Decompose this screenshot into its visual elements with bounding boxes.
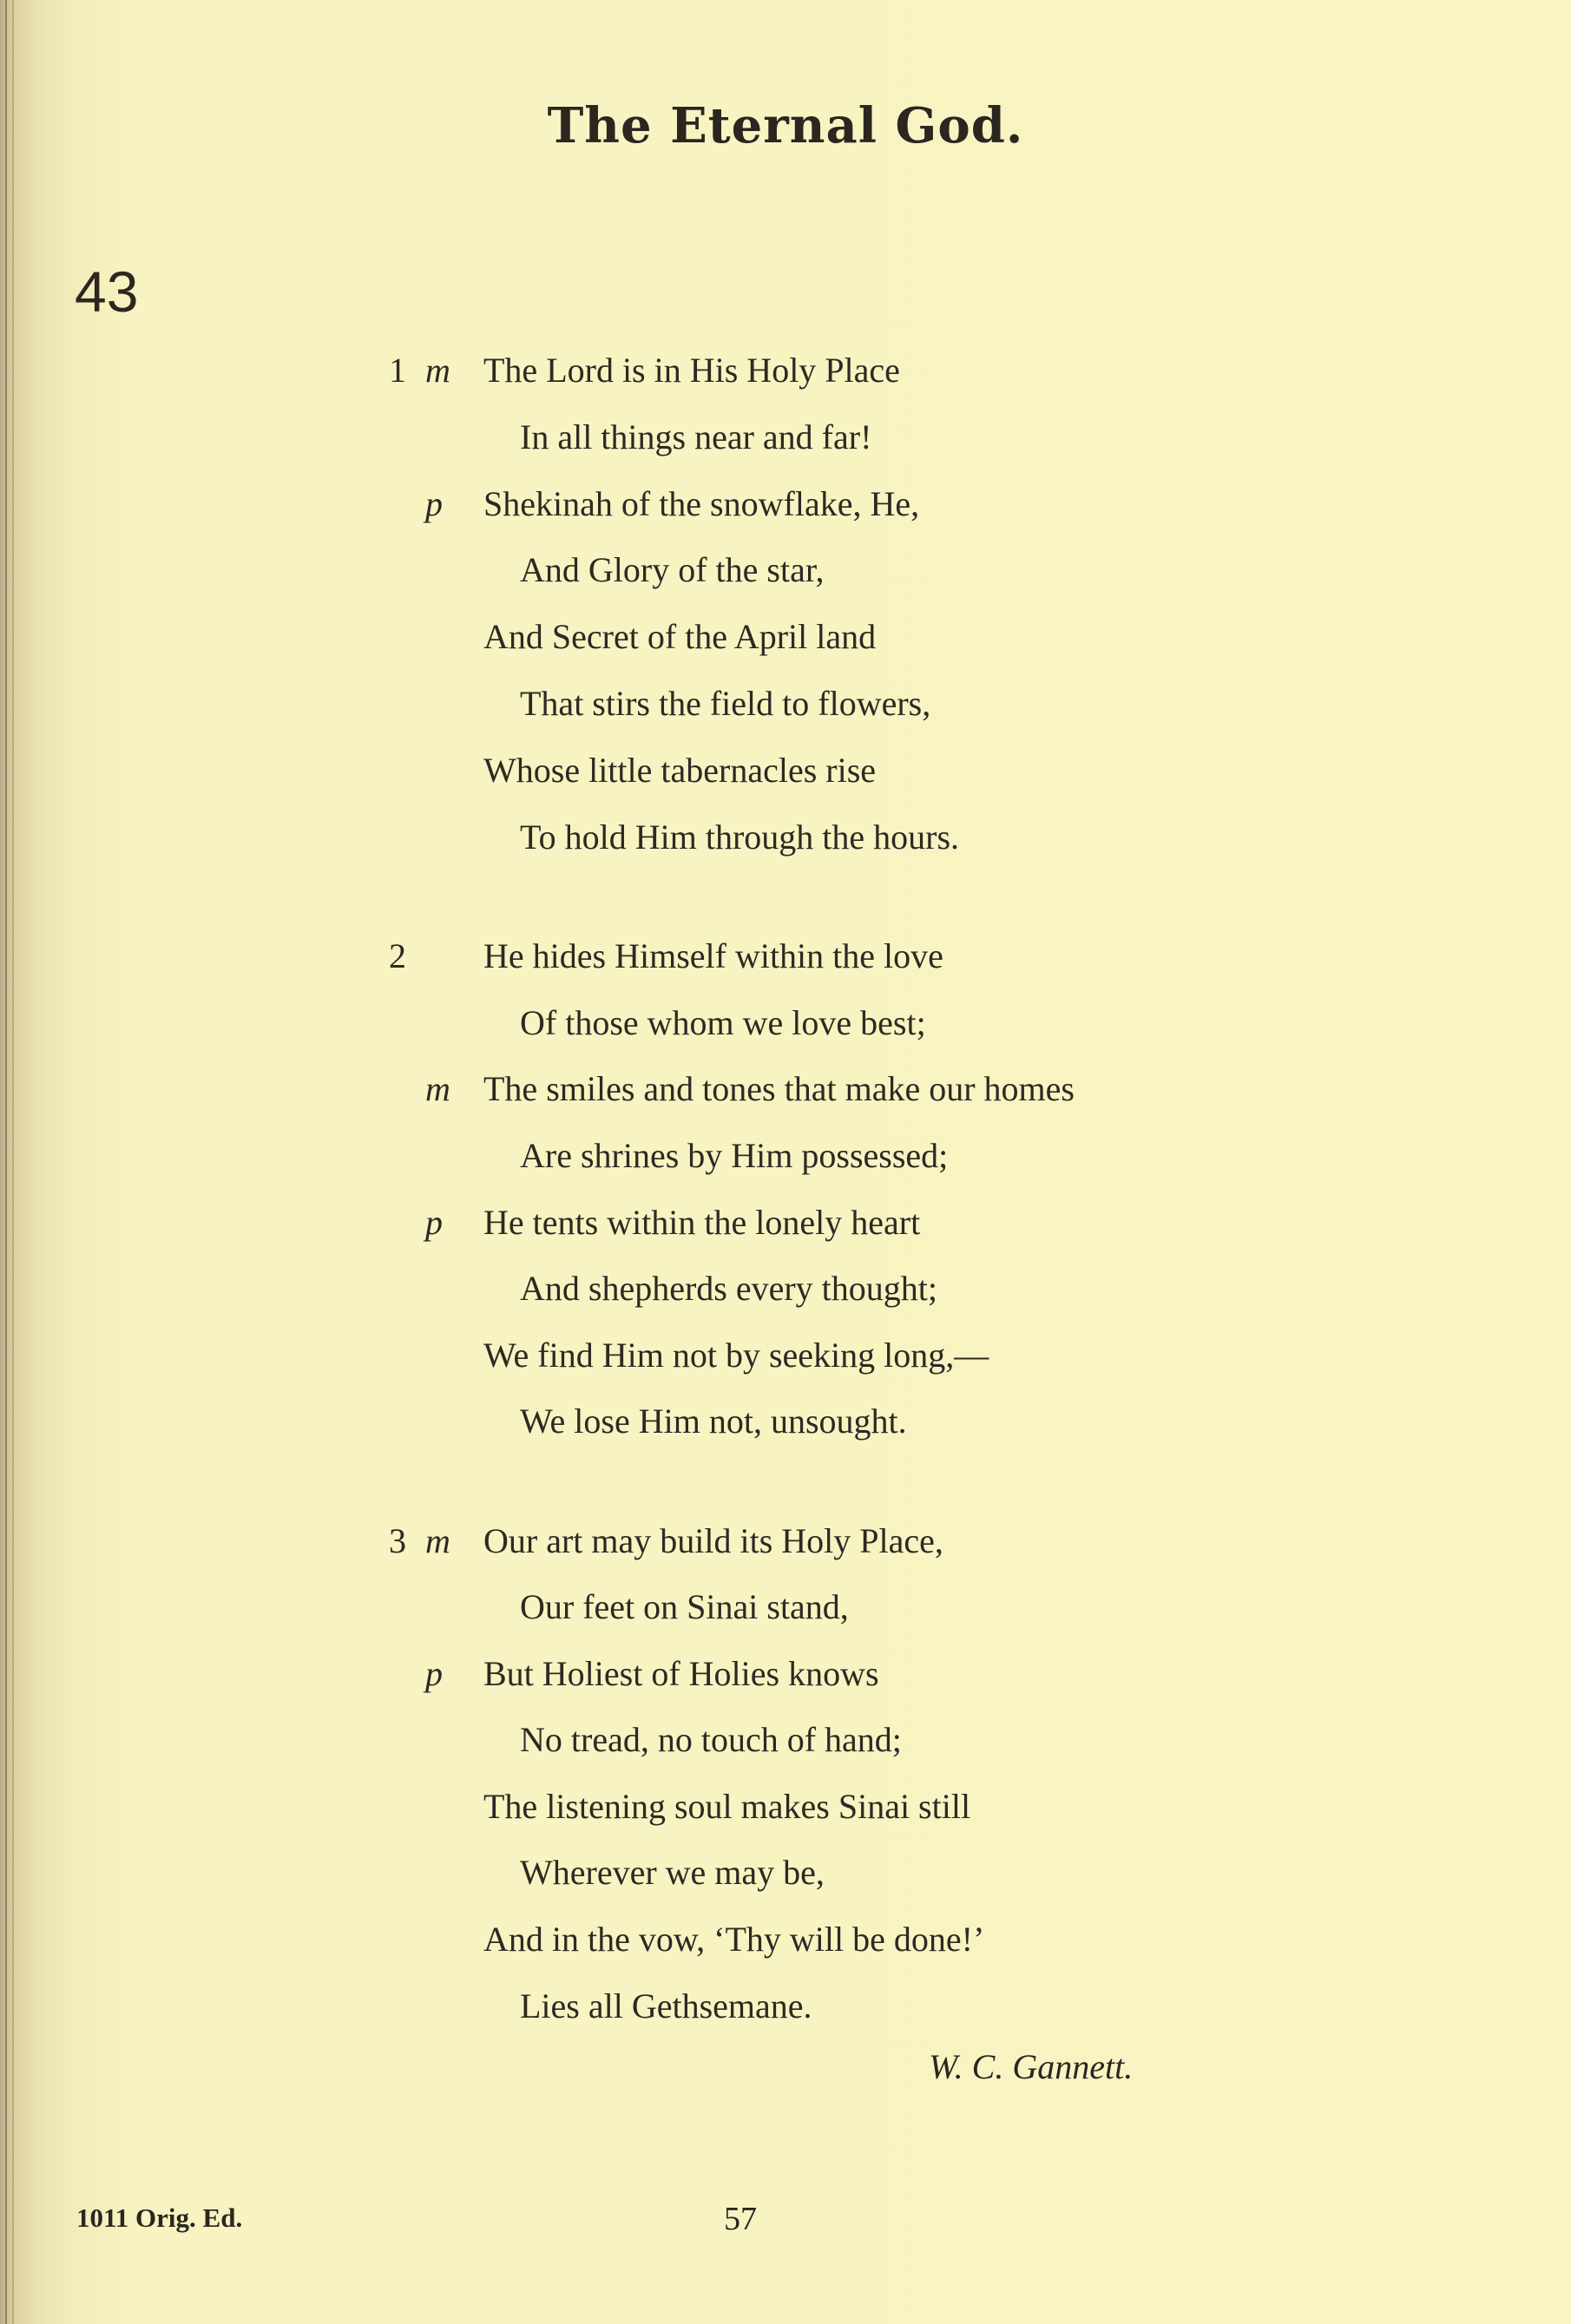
- verse-line: Our feet on Sinai stand,: [520, 1587, 849, 1626]
- verse-line: The listening soul makes Sinai still: [483, 1787, 971, 1826]
- stanza-number: 2: [389, 936, 406, 975]
- verse-line: And Glory of the star,: [520, 550, 825, 589]
- hymn-number: 43: [75, 259, 139, 324]
- verse-line: The Lord is in His Holy Place: [483, 351, 900, 390]
- dynamic-mark: p: [425, 1203, 443, 1242]
- verse-line: We find Him not by seeking long,—: [483, 1336, 989, 1375]
- verse-line: To hold Him through the hours.: [520, 817, 960, 857]
- verse-line: And shepherds every thought;: [520, 1269, 938, 1308]
- verse-line: The smiles and tones that make our homes: [483, 1069, 1075, 1108]
- verse-line: He tents within the lonely heart: [483, 1203, 921, 1242]
- page-number: 57: [724, 2201, 757, 2237]
- edition-note: 1011 Orig. Ed.: [76, 2203, 243, 2233]
- verse-line: That stirs the field to flowers,: [520, 684, 931, 723]
- verse-line: Are shrines by Him possessed;: [520, 1136, 949, 1175]
- dynamic-mark: p: [425, 484, 443, 523]
- author-attribution: W. C. Gannett.: [929, 2047, 1134, 2086]
- binding-edge: [5, 0, 7, 2324]
- verse-line: But Holiest of Holies knows: [483, 1654, 879, 1693]
- verse-line: Whose little tabernacles rise: [483, 751, 877, 790]
- stanza-number: 1: [389, 351, 406, 390]
- page-title: The Eternal God.: [547, 97, 1024, 154]
- verse-line: We lose Him not, unsought.: [520, 1402, 907, 1441]
- verse-line: Our art may build its Holy Place,: [483, 1521, 943, 1560]
- verse-line: And Secret of the April land: [483, 617, 877, 656]
- dynamic-mark: p: [425, 1654, 443, 1693]
- verse-line: In all things near and far!: [520, 417, 872, 456]
- dynamic-mark: m: [425, 1521, 450, 1560]
- verse-line: Wherever we may be,: [520, 1853, 825, 1892]
- verse-line: Lies all Gethsemane.: [520, 1986, 812, 2025]
- binding-edge-inner: [12, 0, 14, 2324]
- dynamic-mark: m: [425, 351, 450, 390]
- verse-line: Of those whom we love best;: [520, 1003, 926, 1042]
- dynamic-mark: m: [425, 1069, 450, 1108]
- verse-line: Shekinah of the snowflake, He,: [483, 484, 920, 523]
- stanza-number: 3: [389, 1521, 406, 1560]
- verse-line: And in the vow, ‘Thy will be done!’: [483, 1920, 985, 1959]
- verse-line: He hides Himself within the love: [483, 936, 943, 975]
- verse-line: No tread, no touch of hand;: [520, 1720, 902, 1759]
